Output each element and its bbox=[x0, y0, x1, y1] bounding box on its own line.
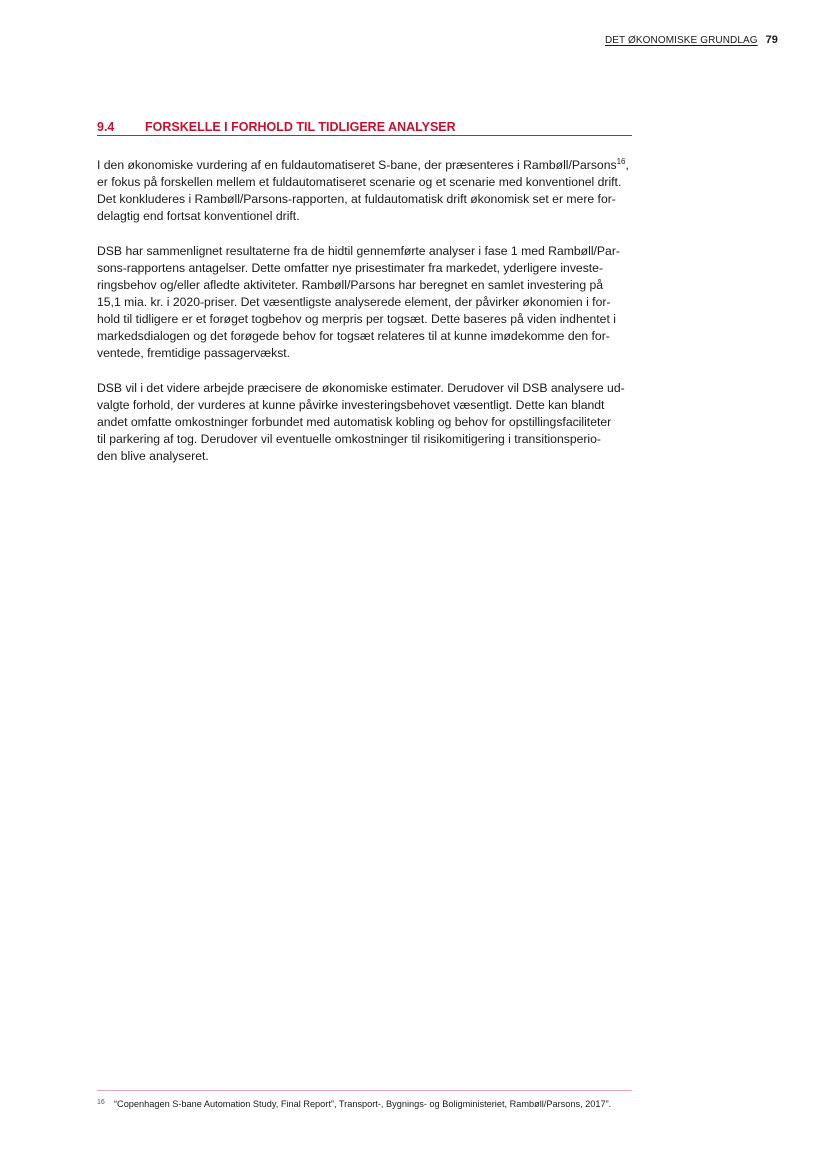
footnote-reference[interactable]: 16 bbox=[616, 156, 626, 166]
footnote-number: 16 bbox=[97, 1099, 105, 1106]
footnote-divider bbox=[97, 1090, 632, 1091]
section-heading bbox=[97, 120, 632, 136]
section-9-4 bbox=[97, 120, 632, 465]
paragraph-line: sons-rapportens antagelser. Dette omfatter nye prisestimater fra markedet, yderligere investe- bbox=[97, 261, 604, 275]
paragraph-line: 15,1 mia. kr. i 2020-priser. Det væsentligste analyserede element, der påvirker økonomien i for- bbox=[97, 295, 611, 309]
page-number: 79 bbox=[765, 34, 778, 46]
running-header bbox=[605, 34, 778, 46]
paragraph-line: er fokus på forskellen mellem et fuldautomatiseret scenarie og et scenarie med konventionel drift. bbox=[97, 175, 622, 189]
paragraph-line: Det konkluderes i Rambøll/Parsons-rapporten, at fuldautomatisk drift økonomisk set er mere for- bbox=[97, 192, 616, 206]
paragraph-2 bbox=[97, 243, 632, 362]
paragraph-line: DSB vil i det videre arbejde præcisere de økonomiske estimater. Derudover vil DSB analysere ud- bbox=[97, 381, 625, 395]
paragraph-line: valgte forhold, der vurderes at kunne påvirke investeringsbehovet væsentligt. Dette kan blandt bbox=[97, 398, 605, 412]
running-header-title: DET ØKONOMISKE GRUNDLAG bbox=[604, 35, 758, 46]
paragraph-line: til parkering af tog. Derudover vil eventuelle omkostninger til risikomitigering i transitionsperio- bbox=[97, 432, 601, 446]
paragraph-line: ringsbehov og/eller afledte aktiviteter. Rambøll/Parsons har beregnet en samlet investering på bbox=[97, 278, 604, 292]
paragraph-line: delagtig end fortsat konventionel drift. bbox=[97, 209, 300, 223]
section-title: FORSKELLE I FORHOLD TIL TIDLIGERE ANALYSER bbox=[145, 120, 456, 134]
footnote bbox=[97, 1099, 657, 1109]
paragraph-line: DSB har sammenlignet resultaterne fra de hidtil gennemførte analyser i fase 1 med Rambøll/Par- bbox=[97, 244, 620, 258]
paragraph-line: markedsdialogen og det forøgede behov for togsæt relateres til at kunne imødekomme den for- bbox=[97, 329, 610, 343]
paragraph-line: hold til tidligere er et forøget togbehov og merpris per togsæt. Dette baseres på viden indhentet i bbox=[97, 312, 616, 326]
paragraph-line: I den økonomiske vurdering af en fuldautomatiseret S-bane, der præsenteres i Rambøll/Parsons$^{16}$, bbox=[97, 156, 629, 172]
paragraph-line: den blive analyseret. bbox=[97, 449, 209, 463]
paragraph-line: andet omfatte omkostninger forbundet med automatisk kobling og behov for opstillingsfaciliteter bbox=[97, 415, 612, 429]
paragraph-3 bbox=[97, 380, 632, 465]
section-number: 9.4 bbox=[97, 120, 115, 134]
paragraph-line: ventede, fremtidige passagervækst. bbox=[97, 346, 291, 360]
footnote-text: “Copenhagen S-bane Automation Study, Final Report”, Transport-, Bygnings- og Boligministeriet, Rambøll/Parsons, 2017”. bbox=[114, 1099, 612, 1109]
paragraph-1 bbox=[97, 157, 632, 225]
